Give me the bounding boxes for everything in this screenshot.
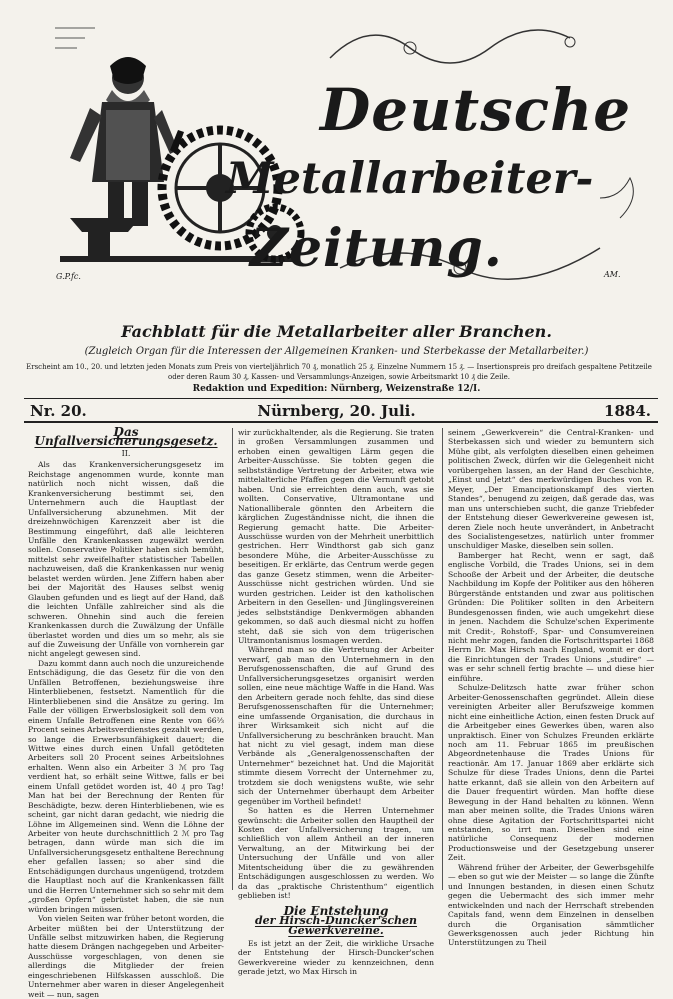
paragraph: wir zurückhaltender, als die Regierung. Sie traten in großen Versammlungen zusammen und erhoben einen gewaltigen Lärm gegen die Arbeiter-Ausschüsse. Sie tobten gegen die selbstständige Vertretung der Arbeiter, etwa wie mittelalterliche Pfaffen gegen die Vernunft getobt haben. Und sie erreichten denn auch, was sie wollten. Conservative, Ultramontane und Nationalliberale gönnten den Arbeitern die kärglichen Zugeständnisse nicht, die ihnen die Regierung gemacht hatte. Die Arbeiter-Ausschüsse wurden von der Mehrheit unerbittlich gestrichen. Herr Windthorst gab sich ganz besondere Mühe, die Arbeiter-Ausschüsse zu beseitigen. Er erklärte, das Centrum werde gegen das ganze Gesetz stimmen, wenn die Arbeiter-Ausschüsse nicht gestrichen würden. Und sie wurden gestrichen. Leider ist den katholischen Arbeitern in den Gesellen- und Jünglingsvereinen jedes selbstständige Denkvermögen abhanden gekommen, so daß auch diesmal nicht zu hoffen steht, daß sie sich von dem trügerischen Ultramontanismus losmagen werden. [238, 428, 434, 645]
article-title: Das Unfallversicherungsgesetz. [34, 425, 218, 449]
bottom-rule [24, 421, 658, 423]
issue-year: 1884. [604, 402, 651, 420]
dateline: Nürnberg, 20. Juli. [257, 402, 416, 420]
title-line-2: Metallarbeiter- [226, 154, 594, 204]
article-title: Die Entstehung [283, 903, 389, 918]
column-divider [232, 428, 233, 890]
paragraph: Bamberger hat Recht, wenn er sagt, daß englische Vorbild, die Trades Unions, sei in dem Schooße der Arbeit und der Arbeiter, die deutsche Nachbildung im Kopfe der Politiker aus den höheren Bürgerstände entstanden und zwar aus politischen Gründen: Die Politiker sollten in den Arbeitern Bundesgenossen finden, wie auch umgekehrt diese in jenen. Nachdem die Schulze'schen Experimente mit Credit-, Rohstoff-, Spar- und Consumvereinen nicht mehr zogen, fanden die Fortschrittspartei 1868 Herrn Dr. Max Hirsch nach England, womit er dort die Einrichtungen der Trades Unions „studire“ — was er sehr schnell fertig brachte — und diese hier einführe. [448, 550, 654, 683]
paragraph: Es ist jetzt an der Zeit, die wirkliche Ursache der Entstehung der Hirsch-Duncker'schen Gewerkvereine wieder zu kennzeichnen, denn gerade jetzt, wo Max Hirsch in [238, 939, 434, 977]
paragraph: seinem „Gewerkverein“ die Central-Kranken- und Sterbekassen sich und wieder zu bemuntern sich Mühe gibt, als verfolgten dieselben einen geheimen politischen Zweck, dürfen wir die Gelegenheit nicht vorübergehen lassen, an der Hand der Geschichte, „Einst und Jetzt“ des merkwürdigen Buches von R. Meyer, „Der Emancipationskampf des vierten Standes“, benugend zu zeigen, daß gerade das, was man uns unterschieben sucht, die ganze Triebfeder der Entstehung dieser Gewerkvereine gewesen ist, deren Ziele noch heute unverändert, in Anbetracht des Socialistengesetzes, natürlich unter frommer unschuldiger Maske, dieselben sein sollen. [448, 428, 654, 551]
column-divider [442, 428, 443, 890]
publication-info: Erscheint am 10., 20. und letzten jeden Monats zum Preis von vierteljährlich 70 ₰, monatlich 25 ₰. Einzelne Nummern 15 ₰. — Insertionspreis pro dreifach gespaltene Petitzeile oder deren Raum 30 ₰, Kassen- und Versammlungs-Anzeigen, sowie Arbeitsmarkt 10 ₰ die Zeile. [26, 363, 652, 381]
column-2 [238, 428, 434, 977]
paragraph: Schulze-Delitzsch hatte zwar früher schon Arbeiter-Genossenschaften gegründet. Allein diese vereinigten Arbeiter aller Berufszweige kommen nicht eine einheitliche Action, einen festen Druck auf die Arbeitgeber eines Gewerkes üben, waren also unpraktisch. Einer von Schulzes Freunden erklärte noch am 11. Februar 1865 im preußischen Abgeordnetenhause die Trades Unions für reactionär. Am 17. Januar 1869 aber erklärte sich Schulze für diese Trades Unions, denn die Partei hatte erkannt, daß sie allein von den Arbeitern auf die Dauer frequentirt würden. Man hoffte diese Bewegung in der Hand behalten zu können. Wenn man aber meinen sollte, die Trades Unions wären ohne diese Agitation der Fortschrittspartei nicht entstanden, so irrt man. Dieselben sind eine natürliche Consequenz der modernen Productionsweise und der Gesetzgebung unserer Zeit. [448, 683, 654, 863]
column-3 [448, 428, 654, 948]
article-subtitle: der Hirsch-Duncker'schen Gewerkvereine. [254, 914, 418, 937]
paragraph: Als das Krankenversicherungsgesetz im Reichstage angenommen wurde, konnte man natürlich noch nicht wissen, daß die Krankenversicherung bestimmt sei, den Unternehmern auch die Hauptlast der Unfallversicherung abzunehmen. Mit der dreizehnwöchigen Karenzzeit aber ist die Bestimmung eingeführt, daß alle leichteren Unfälle den Krankenkassen zugewälzt werden sollen. Conservative Politiker haben sich bemüht, mittelst sehr zweifelhafter statistischer Tabellen nachzuweisen, daß die Krankenkassen nur wenig belastet werden würden. Jene Ziffern haben aber bei der Majorität des Hauses selbst wenig Glauben gefunden und es liegt auf der Hand, daß die leichten Unfälle zahlreicher sind als die schweren. Ohnehin sind auch die fereien Krankenkassen durch die Zuwälzung der Unfälle überlastet worden und dies um so mehr, als sie auf die Zuweisung der Unfälle von vornherein gar nicht angelegt gewesen sind. [28, 460, 224, 659]
title-line-1: Deutsche [320, 76, 632, 144]
title-line-3: Zeitung. [250, 218, 503, 279]
masthead-title [200, 58, 670, 318]
column-1 [28, 425, 224, 999]
redaktion-line: Redaktion und Expedition: Nürnberg, Weizenstraße 12/I. [192, 384, 481, 394]
issue-number: Nr. 20. [30, 402, 87, 420]
artist-mark-left: G.P.fc. [56, 272, 81, 281]
organ-line: (Zugleich Organ für die Interessen der Allgemeinen Kranken- und Sterbekasse der Metallarbeiter.) [84, 346, 589, 357]
paragraph: Während man so die Vertretung der Arbeiter verwarf, gab man den Unternehmern in den Berufsgenossenschaften, die auf Grund des Unfallversicherungsgesetzes organisirt werden sollen, eine neue mächtige Waffe in die Hand. Was den Arbeitern gerade noch fehlte, das sind diese Berufsgenossenschaften für die Unternehmer; eine umfassende Organisation, die durchaus in ihrer Wirksamkeit sich nicht auf die Unfallversicherung zu beschränken braucht. Man hat nicht zu viel gesagt, indem man diese Verbände als „Generalgenossenschaften der Unternehmer“ bezeichnet hat. Und die Majorität stimmte diesem Vorrecht der Unternehmer zu, trotzdem sie doch wenigstens wußte, wie sehr sich der Unternehmer überhaupt dem Arbeiter gegenüber im Vortheil befindet! [238, 645, 434, 806]
paragraph: So hatten es die Herren Unternehmer gewünscht: die Arbeiter sollen den Hauptheil der Kosten der Unfallversicherung tragen, um schließlich von allem Antheil an der inneren Verwaltung, an der Mitwirkung bei der Untersuchung der Unfälle und von aller Mitentscheidung über die zu gewährenden Entschädigungen ausgeschlossen zu werden. Wo da das „praktische Christenthum“ eigentlich geblieben ist! [238, 806, 434, 901]
paragraph: Dazu kommt dann auch noch die unzureichende Entschädigung, die das Gesetz für die von den Unfällen Betroffenen, beziehungsweise ihre Hinterbliebenen, festsetzt. Namentlich für die Hinterbliebenen sind die Ansätze zu gering. Im Falle der völligen Erwerbslosigkeit soll dem von einem Unfalle Betroffenen eine Rente von 66⅔ Procent seines Arbeitsverdienstes gezahlt werden, so lange die Erwerbsunfähigkeit dauert; die Wittwe eines durch einen Unfall getödteten Arbeiters soll 20 Procent seines Arbeitslohnes erhalten. Wenn also ein Arbeiter 3 ℳ pro Tag verdient hat, so erhält seine Wittwe, falls er bei einem Unfall getödet worden ist, 40 ₰ pro Tag! Man hat bei der Berechnung der Renten für Beschädigte, bezw. deren Hinterbliebenen, wie es scheint, gar nicht daran gedacht, wie niedrig die Löhne im Allgemeinen sind. Wenn die Löhne der Arbeiter von heute durchschnittlich 2 ℳ pro Tag betragen, dann würde man sich die im Unfallversicherungsgesetz enthaltene Berechnung eher gefallen lassen; so aber sind die Entschädigungen durchaus ungenügend, trotzdem die Hauptlast noch auf die Krankenkassen fällt und die Herren Unternehmer sich so sehr mit dem „großen Opfern“ gebrüstet haben, die sie nun würden bringen müssen. [28, 658, 224, 914]
artist-mark-right: AM. [604, 270, 621, 279]
article-part: II. [121, 448, 131, 458]
paragraph: Während früher der Arbeiter, der Gewerbsgehilfe — eben so gut wie der Meister — so lange die Zünfte und Innungen bestanden, in diesen einen Schutz gegen die Uebermacht des sich immer mehr entwickelnden und nach der Herrschaft strebenden Capitals fand, wenn dem Einzelnen in denselben durch die Organisation sämmtlicher Gewerksgenossen auch jeder Richtung hin Unterstützungen zu Theil [448, 862, 654, 948]
masthead [50, 18, 660, 298]
subtitle: Fachblatt für die Metallarbeiter aller Branchen. [121, 322, 552, 341]
top-rule [24, 398, 658, 399]
paragraph: Von vielen Seiten war früher betont worden, die Arbeiter müßten bei der Unterstützung der Unfälle selbst mitzuwirken haben, die Regierung hatte diesem Drängen nachgegeben und Arbeiter-Ausschüsse vorgeschlagen, von denen sie allerdings die Mitglieder der freien eingeschriebenen Hilfskassen ausschloß. Die Unternehmer aber waren in dieser Angelegenheit weit — nun, sagen [28, 914, 224, 999]
